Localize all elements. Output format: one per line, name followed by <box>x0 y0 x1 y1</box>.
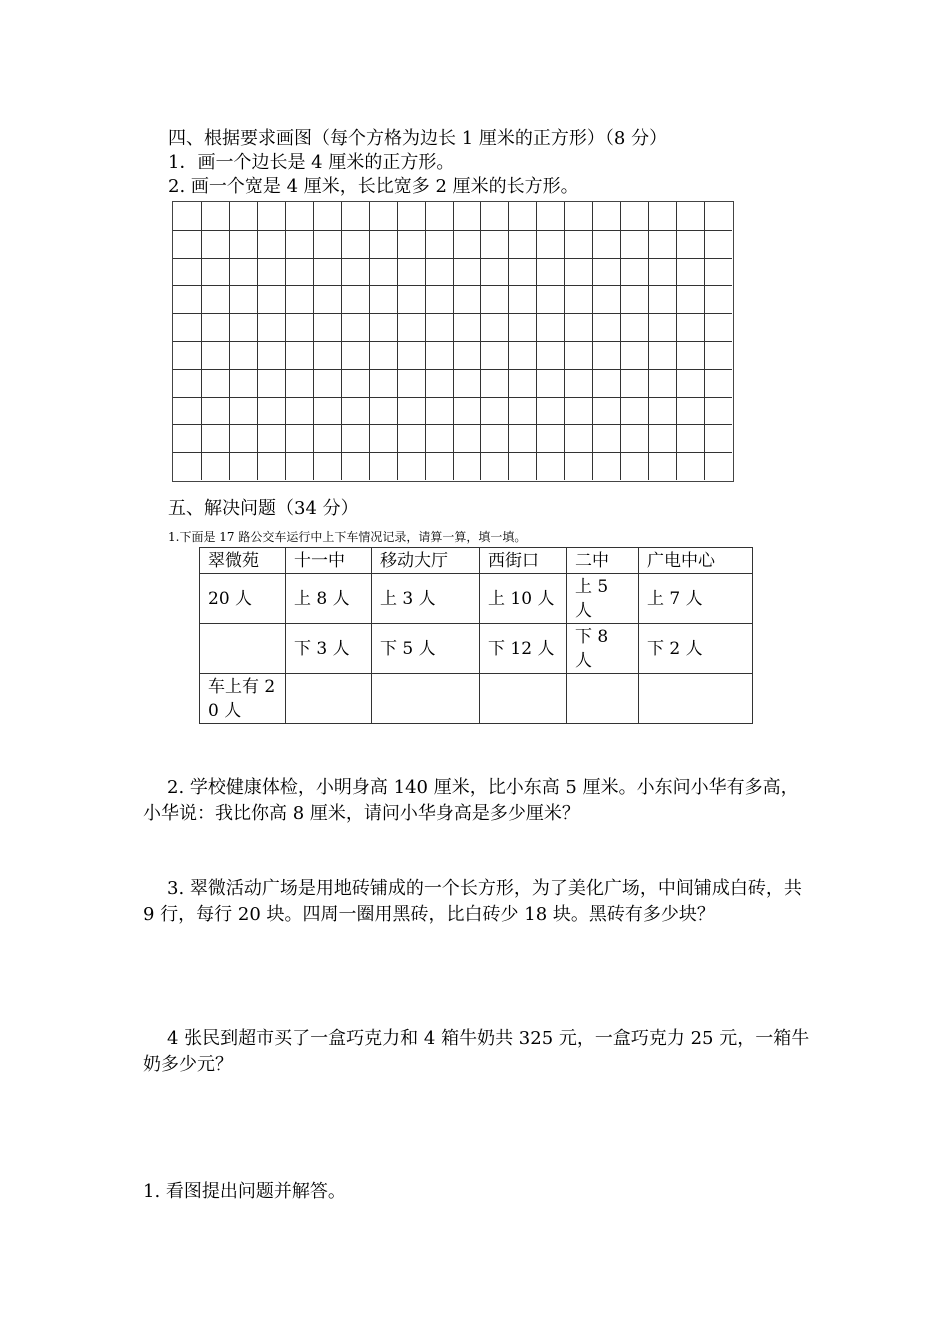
table-cell: 翠微苑 <box>200 548 286 574</box>
answer-cell[interactable] <box>286 674 372 724</box>
section5-question-2: 2. 学校健康体检，小明身高 140 厘米，比小东高 5 厘米。小东问小华有多高，小华说：我比你高 8 厘米，请问小华身高是多少厘米？ <box>143 777 799 824</box>
table-cell: 西街口 <box>480 548 567 574</box>
table-cell: 十一中 <box>286 548 372 574</box>
table-cell: 下 3 人 <box>286 624 372 674</box>
answer-cell[interactable] <box>567 674 639 724</box>
answer-cell[interactable] <box>639 674 753 724</box>
answer-cell[interactable] <box>480 674 567 724</box>
answer-cell[interactable] <box>372 674 480 724</box>
table-header-row <box>200 548 753 574</box>
table-cell: 下 5 人 <box>372 624 480 674</box>
table-cell: 上 5 人 <box>567 574 639 624</box>
table-cell: 广电中心 <box>639 548 753 574</box>
section4-question-2: 2. 画一个宽是 4 厘米，长比宽多 2 厘米的长方形。 <box>168 176 579 197</box>
table-row <box>200 574 753 624</box>
table-cell: 二中 <box>567 548 639 574</box>
table-cell: 上 8 人 <box>286 574 372 624</box>
section4-title: 四、根据要求画图（每个方格为边长 1 厘米的正方形）（8 分） <box>168 128 668 149</box>
table-cell: 上 3 人 <box>372 574 480 624</box>
table-cell: 下 8 人 <box>567 624 639 674</box>
section5-question-4: 4 张民到超市买了一盒巧克力和 4 箱牛奶共 325 元，一盒巧克力 25 元，一箱牛奶多少元？ <box>143 1028 810 1075</box>
drawing-grid[interactable] <box>172 201 734 482</box>
table-row <box>200 624 753 674</box>
table-cell: 下 2 人 <box>639 624 753 674</box>
section5-question-1-intro: 1.下面是 17 路公交车运行中上下车情况记录，请算一算，填一填。 <box>168 530 527 544</box>
bus-record-table <box>199 547 753 724</box>
table-cell <box>200 624 286 674</box>
section4-question-1: 1．画一个边长是 4 厘米的正方形。 <box>168 152 455 173</box>
section5-title: 五、解决问题（34 分） <box>168 498 359 519</box>
table-cell: 车上有 20 人 <box>200 674 286 724</box>
table-cell: 下 12 人 <box>480 624 567 674</box>
table-row <box>200 674 753 724</box>
table-cell: 上 10 人 <box>480 574 567 624</box>
table-cell: 移动大厅 <box>372 548 480 574</box>
table-cell: 上 7 人 <box>639 574 753 624</box>
section5-question-5: 1. 看图提出问题并解答。 <box>143 1181 346 1202</box>
grid-lines <box>173 202 732 480</box>
table-cell: 20 人 <box>200 574 286 624</box>
section5-question-3: 3. 翠微活动广场是用地砖铺成的一个长方形，为了美化广场，中间铺成白砖，共 9 行，每行 20 块。四周一圈用黑砖，比白砖少 18 块。黑砖有多少块？ <box>143 878 802 925</box>
